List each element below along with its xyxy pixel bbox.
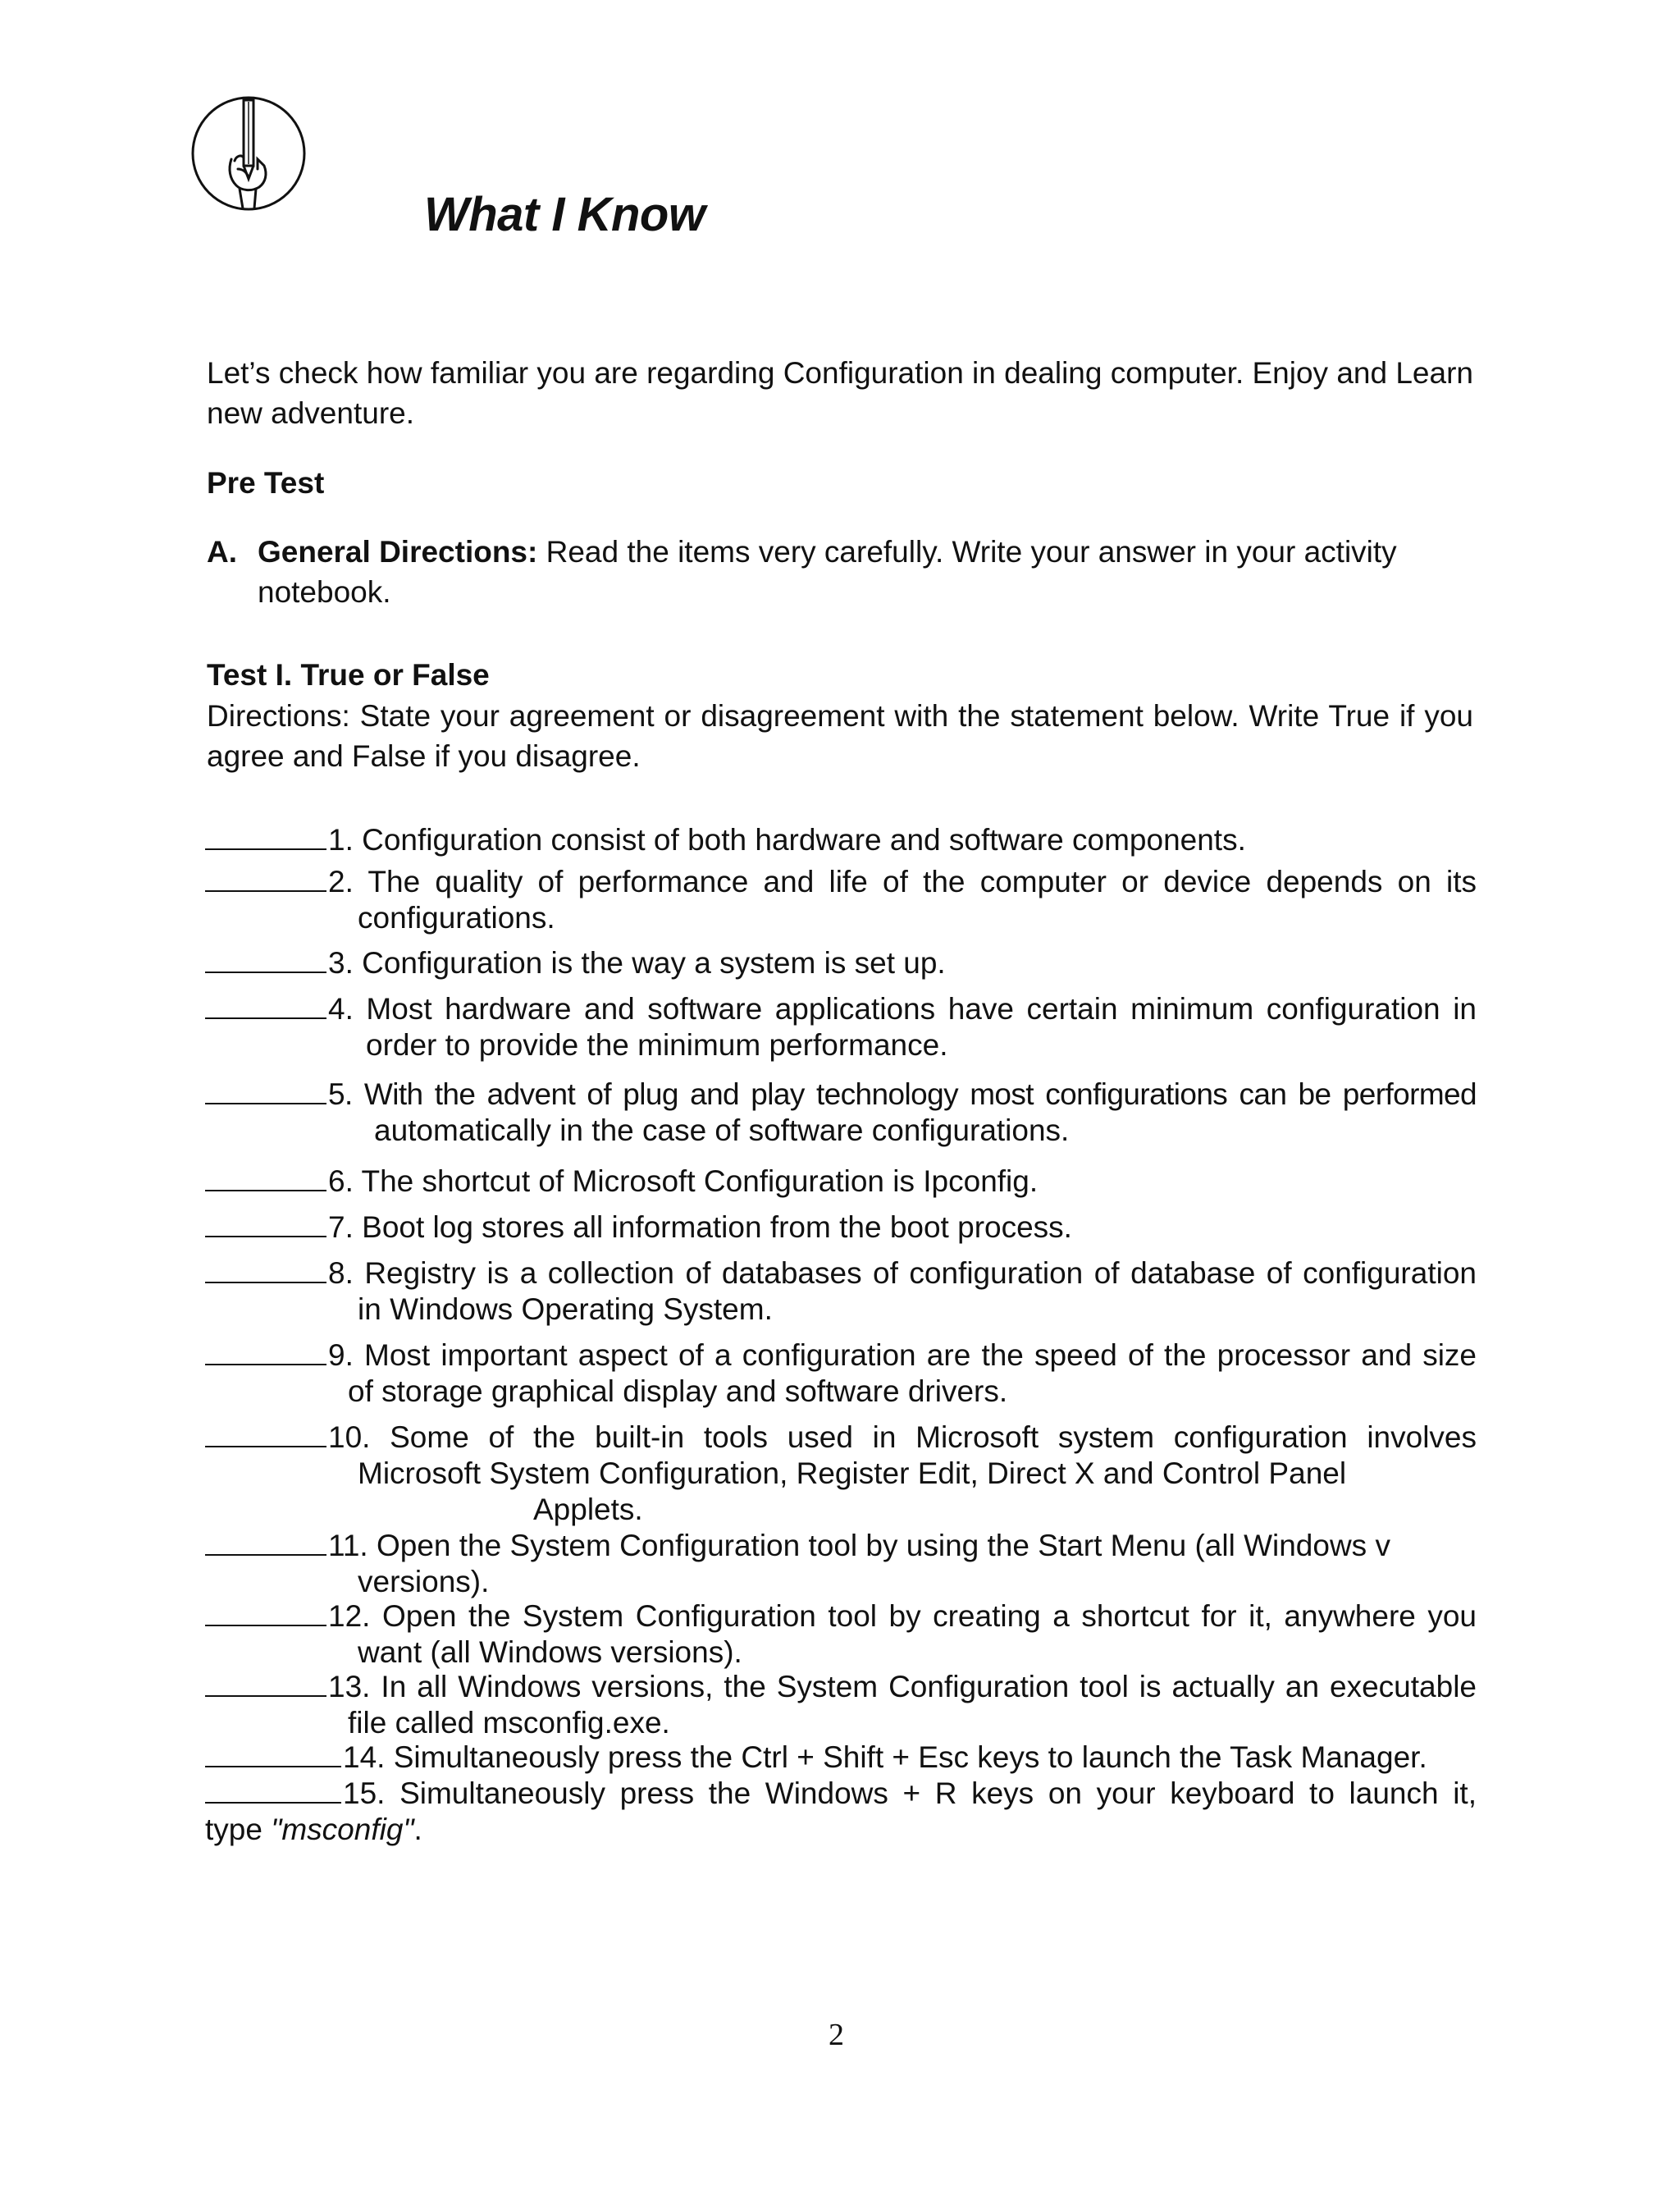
list-item: 1. Configuration consist of both hardware and software components.: [205, 822, 1477, 858]
list-item: 15. Simultaneously press the Windows + R keys on your keyboard to launch it, type "msconfig".: [205, 1776, 1477, 1846]
answer-blank[interactable]: [205, 866, 326, 892]
intro-paragraph: Let’s check how familiar you are regarding Configuration in dealing computer. Enjoy and Learn new adventure.: [207, 356, 1473, 430]
list-item: 13. In all Windows versions, the System Configuration tool is actually an executable file called msconfig.exe.: [205, 1669, 1477, 1741]
list-item: 12. Open the System Configuration tool by creating a shortcut for it, anywhere you want (all Windows versions).: [205, 1598, 1477, 1671]
answer-blank[interactable]: [205, 1741, 341, 1767]
section-a-marker: A.: [207, 535, 237, 569]
pretest-label: Pre Test: [207, 466, 325, 500]
general-directions: [258, 532, 1473, 612]
list-item: 3. Configuration is the way a system is set up.: [205, 945, 1477, 981]
answer-blank[interactable]: [205, 1421, 326, 1447]
answer-blank[interactable]: [205, 1529, 326, 1556]
hand-pencil-icon: [189, 94, 308, 213]
page-number: 2: [829, 2018, 844, 2052]
general-directions-text: Read the items very carefully. Write your answer in your activity notebook.: [258, 535, 1397, 609]
general-directions-label: General Directions:: [258, 535, 538, 569]
answer-blank[interactable]: [205, 947, 326, 973]
answer-blank[interactable]: [205, 824, 326, 850]
test1-directions: Directions: State your agreement or disagreement with the statement below. Write True if you agree and False if you disagree.: [207, 699, 1473, 773]
list-item: 11. Open the System Configuration tool by using the Start Menu (all Windows v versions).: [205, 1528, 1477, 1600]
test1-heading: Test I. True or False: [207, 658, 490, 692]
answer-blank[interactable]: [205, 993, 326, 1019]
answer-blank[interactable]: [205, 1777, 341, 1804]
list-item: 2. The quality of performance and life of the computer or device depends on its configurations.: [205, 864, 1477, 936]
answer-blank[interactable]: [205, 1600, 326, 1626]
page-title: What I Know: [424, 188, 705, 241]
list-item: 7. Boot log stores all information from the boot process.: [205, 1209, 1477, 1246]
list-item: 9. Most important aspect of a configuration are the speed of the processor and size of storage graphical display and software drivers.: [205, 1337, 1477, 1410]
list-item: 14. Simultaneously press the Ctrl + Shift + Esc keys to launch the Task Manager.: [205, 1740, 1477, 1776]
answer-blank[interactable]: [205, 1671, 326, 1697]
list-item: 8. Registry is a collection of databases of configuration of database of configuration in Windows Operating System.: [205, 1255, 1477, 1328]
list-item: 10. Some of the built-in tools used in Microsoft system configuration involves Microsoft System Configuration, Register Edit, Direct X and Control Panel Applets.: [205, 1420, 1477, 1528]
answer-blank[interactable]: [205, 1078, 326, 1104]
answer-blank[interactable]: [205, 1257, 326, 1283]
answer-blank[interactable]: [205, 1339, 326, 1365]
list-item: 6. The shortcut of Microsoft Configuration is Ipconfig.: [205, 1164, 1477, 1200]
list-item: 4. Most hardware and software applications have certain minimum configuration in order to provide the minimum performance.: [205, 991, 1477, 1063]
answer-blank[interactable]: [205, 1165, 326, 1191]
answer-blank[interactable]: [205, 1211, 326, 1237]
list-item: 5. With the advent of plug and play technology most configurations can be performed automatically in the case of software configurations.: [205, 1077, 1477, 1149]
